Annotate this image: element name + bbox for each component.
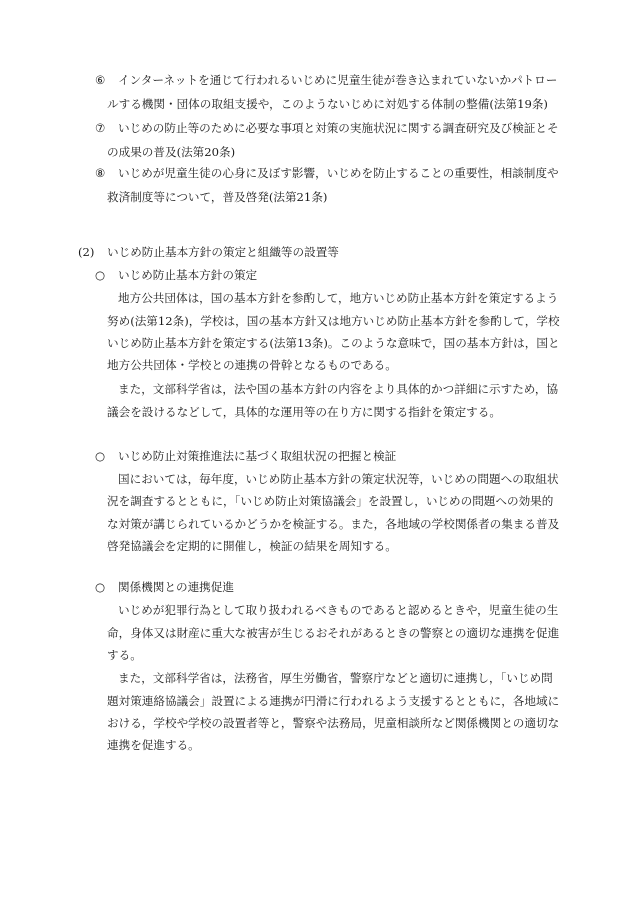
subsection-title: 関係機関との連携促進 — [118, 580, 234, 594]
item-marker: ⑦ — [95, 121, 106, 135]
paragraph-line: 議会を設けるなどして，具体的な運用等の在り方に関する指針を策定する。 — [107, 405, 501, 419]
paragraph-line: 国においては，毎年度，いじめ防止基本方針の策定状況等，いじめの問題への取組状 — [118, 472, 559, 486]
paragraph-line: おける，学校や学校の設置者等と，警察や法務局，児童相談所など関係機関との適切な — [107, 716, 560, 730]
subsection-title: いじめ防止基本方針の策定 — [118, 268, 258, 282]
item-marker: ⑥ — [95, 73, 106, 87]
subsection-bullet: ○ — [95, 268, 106, 282]
paragraph-line: 啓発協議会を定期的に開催し，検証の結果を周知する。 — [107, 539, 397, 553]
subsection-bullet: ○ — [95, 449, 106, 463]
paragraph-line: いじめ防止基本方針を策定する(法第13条)。このような意味で，国の基本方針は，国と — [107, 336, 560, 350]
item-text-line: いじめの防止等のために必要な事項と対策の実施状況に関する調査研究及び検証とそ — [118, 121, 559, 135]
paragraph-line: 地方公共団体・学校との連携の骨幹となるものである。 — [107, 358, 397, 372]
paragraph-line: 連携を促進する。 — [107, 738, 200, 752]
paragraph-line: 努め(法第12条)，学校は，国の基本方針又は地方いじめ防止基本方針を参酌して，学校 — [107, 314, 560, 328]
paragraph-line: また，文部科学省は，法や国の基本方針の内容をより具体的かつ詳細に示すため，協 — [118, 382, 559, 396]
item-text-line: の成果の普及(法第20条) — [107, 145, 236, 159]
paragraph-line: 況を調査するとともに，「いじめ防止対策協議会」を設置し，いじめの問題への効果的 — [107, 494, 554, 508]
section-title: いじめ防止基本方針の策定と組織等の設置等 — [107, 245, 339, 259]
item-text-line: 救済制度等について，普及啓発(法第21条) — [107, 190, 328, 204]
paragraph-line: 地方公共団体は，国の基本方針を参酌して，地方いじめ防止基本方針を策定するよう — [118, 291, 559, 305]
paragraph-line: また，文部科学省は，法務省，厚生労働省，警察庁などと適切に連携し，「いじめ問 — [118, 671, 553, 685]
paragraph-line: 題対策連絡協議会」設置による連携が円滑に行われるよう支援するとともに，各地域に — [107, 694, 560, 708]
item-text-line: インターネットを通じて行われるいじめに児童生徒が巻き込まれていないかパトロー — [118, 73, 558, 87]
item-text-line: ルする機関・団体の取組支援や，このようないじめに対処する体制の整備(法第19条) — [107, 97, 548, 111]
paragraph-line: な対策が講じられているかどうかを検証する。また，各地域の学校関係者の集まる普及 — [107, 517, 560, 531]
item-text-line: いじめが児童生徒の心身に及ぼす影響，いじめを防止することの重要性，相談制度や — [118, 166, 559, 180]
section-number: (2) — [78, 245, 95, 259]
paragraph-line: いじめが犯罪行為として取り扱われるべきものであると認めるときや，児童生徒の生 — [118, 603, 559, 617]
subsection-bullet: ○ — [95, 580, 106, 594]
item-marker: ⑧ — [95, 166, 106, 180]
paragraph-line: 命，身体又は財産に重大な被害が生じるおそれがあるときの警察との適切な連携を促進 — [107, 626, 560, 640]
paragraph-line: する。 — [107, 648, 142, 662]
subsection-title: いじめ防止対策推進法に基づく取組状況の把握と検証 — [118, 449, 397, 463]
